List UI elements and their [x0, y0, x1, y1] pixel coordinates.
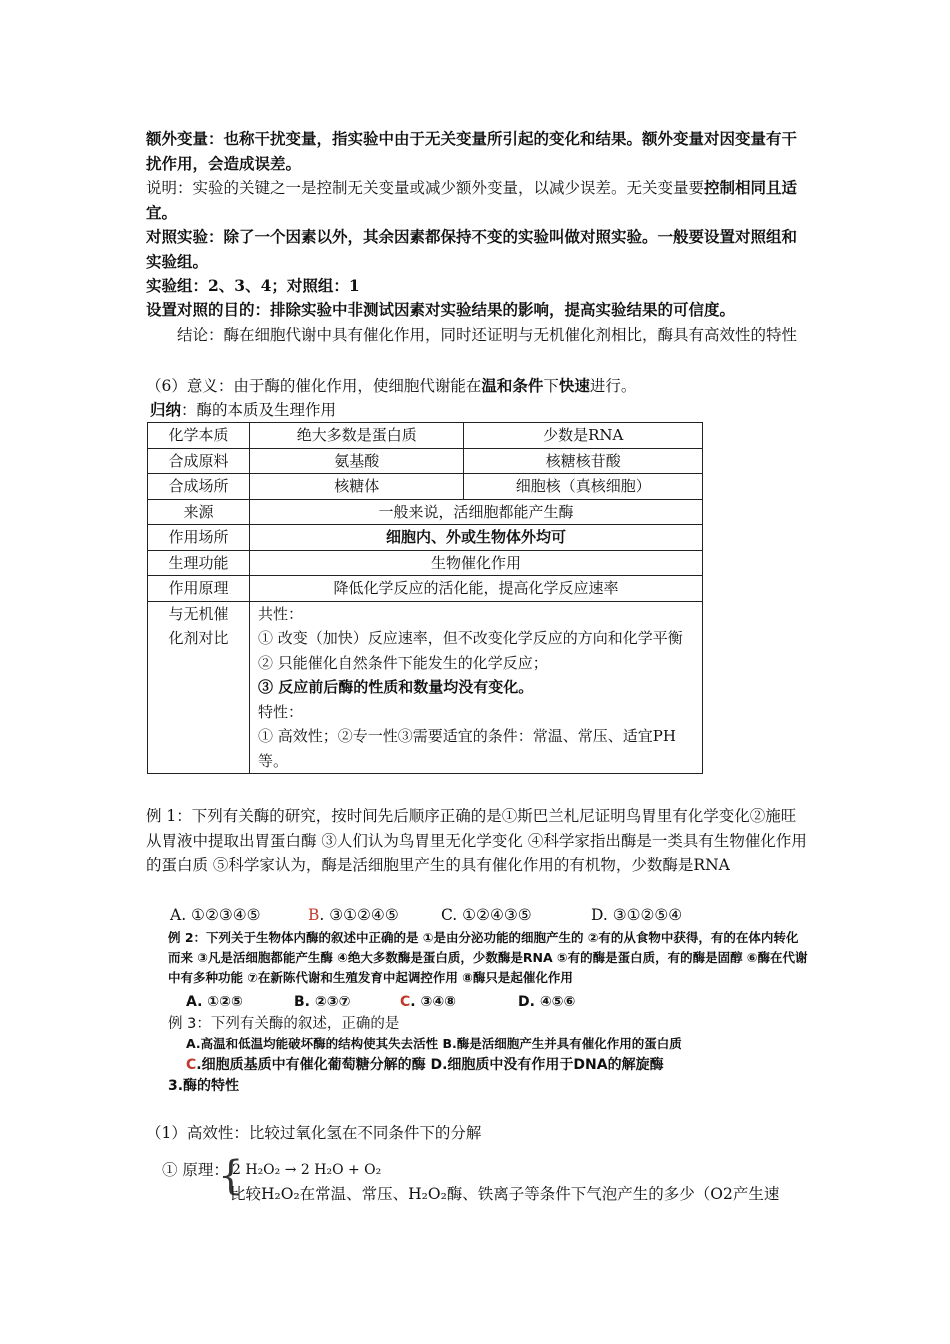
- efficiency-heading: （1）高效性：比较过氧化氢在不同条件下的分解: [146, 1124, 482, 1142]
- comparison-key-line: 与无机催: [168, 604, 229, 623]
- table-cell: 一般来说，活细胞都能产生酶: [250, 499, 703, 525]
- special-item: ① 高效性；②专一性③需要适宜的条件：常温、常压、适宜PH等。: [258, 727, 676, 770]
- control-experiment-paragraph: 对照实验：除了一个因素以外，其余因素都保持不变的实验叫做对照实验。一般要设置对照组和实验组。: [146, 227, 798, 271]
- conclusion-paragraph: 结论：酶在细胞代谢中具有催化作用，同时还证明与无机催化剂相比，酶具有高效性的特性: [177, 326, 798, 344]
- table-cell: 生物催化作用: [250, 550, 703, 576]
- option-b: [308, 903, 441, 928]
- table-row: [148, 448, 703, 474]
- table-cell: 合成原料: [148, 448, 250, 474]
- significance-text: （6）意义：由于酶的催化作用，使细胞代谢能在: [146, 377, 482, 395]
- table-cell: 来源: [148, 499, 250, 525]
- reaction-equation: 2 H₂O₂ → 2 H₂O + O₂: [232, 1162, 382, 1178]
- significance-under: 下: [543, 377, 559, 395]
- significance-mild: 温和条件: [481, 376, 544, 395]
- common-item: ② 只能催化自然条件下能发生的化学反应；: [258, 653, 548, 672]
- example-2-options: [186, 990, 850, 1015]
- table-cell: 作用场所: [148, 525, 250, 551]
- special-heading: 特性：: [258, 702, 304, 721]
- significance-line: [146, 374, 810, 399]
- comparison-cell: [250, 601, 703, 774]
- option-c: [400, 990, 518, 1015]
- significance-end: 进行。: [589, 377, 637, 395]
- table-row: [148, 423, 703, 449]
- table-cell: 绝大多数是蛋白质: [250, 423, 464, 449]
- example-1-options: [170, 903, 834, 928]
- section-enzyme-properties: 3.酶的特性: [168, 1078, 240, 1094]
- option-c-letter: C: [186, 1057, 197, 1073]
- table-row: [148, 525, 703, 551]
- brace-icon: {: [218, 1153, 244, 1199]
- summary-text: ：酶的本质及生理作用: [181, 401, 337, 419]
- table-cell: 细胞核（真核细胞）: [464, 474, 703, 500]
- table-cell: 合成场所: [148, 474, 250, 500]
- option-d: D. ④⑤⑥: [518, 994, 576, 1010]
- table-cell: [148, 601, 250, 774]
- common-item: ③ 反应前后酶的性质和数量均没有变化。: [258, 678, 534, 696]
- example-3: 例 3：下列有关酶的叙述，正确的是: [168, 1016, 400, 1032]
- table-row: [148, 499, 703, 525]
- table-cell: 核糖体: [250, 474, 464, 500]
- explanation-paragraph: [146, 176, 810, 225]
- option-b-letter: B: [308, 906, 320, 924]
- option-d: D. ③①②⑤④: [591, 906, 683, 924]
- example-2: 例 2：下列关于生物体内酶的叙述中正确的是 ①是由分泌功能的细胞产生的 ②有的从食物中获得，有的在体内转化而来 ③凡是活细胞都能产生酶 ④绝大多数酶是蛋白质，少数酶是RNA ⑤有的酶是蛋白质，有的酶是固醇 ⑥酶在代谢中有多种功能 ⑦在新陈代谢和生殖发育中起调控作用 ⑧酶只是起催化作用: [168, 930, 808, 985]
- option-a: A. ①②⑤: [186, 994, 243, 1010]
- table-cell: 生理功能: [148, 550, 250, 576]
- option-cd-text: .细胞质基质中有催化葡萄糖分解的酶 D.细胞质中没有作用于DNA的解旋酶: [196, 1057, 664, 1073]
- summary-label: 归纳: [150, 400, 182, 419]
- example-3-options-ab: A.高温和低温均能破坏酶的结构使其失去活性 B.酶是活细胞产生并具有催化作用的蛋白质: [186, 1036, 682, 1051]
- table-cell: 降低化学反应的活化能，提高化学反应速率: [250, 576, 703, 602]
- explanation-emphasis: 控制相同且适宜。: [146, 178, 798, 222]
- option-b: B. ②③⑦: [294, 994, 351, 1010]
- comparison-line: 比较H₂O₂在常温、常压、H₂O₂酶、铁离子等条件下气泡产生的多少（O2产生速: [230, 1185, 780, 1203]
- option-a: A. ①②③④⑤: [170, 906, 261, 924]
- table-row: [148, 601, 703, 774]
- significance-fast: 快速: [558, 376, 590, 395]
- summary-heading: [150, 398, 814, 423]
- option-c-letter: C: [400, 994, 411, 1010]
- table-cell: 化学本质: [148, 423, 250, 449]
- common-heading: 共性：: [258, 604, 304, 623]
- example-1: 例 1：下列有关酶的研究，按时间先后顺序正确的是①斯巴兰札尼证明鸟胃里有化学变化②施旺从胃液中提取出胃蛋白酶 ③人们认为鸟胃里无化学变化 ④科学家指出酶是一类具有生物催化作用的蛋白质 ⑤科学家认为，酶是活细胞里产生的具有催化作用的有机物，少数酶是RNA: [146, 807, 807, 874]
- option-b-text: . ③①②④⑤: [319, 906, 399, 924]
- enzyme-summary-table: [147, 422, 703, 774]
- table-cell: 细胞内、外或生物体外均可: [250, 525, 703, 551]
- table-cell: 氨基酸: [250, 448, 464, 474]
- table-cell: 少数是RNA: [464, 423, 703, 449]
- groups-line: 实验组：2、3、4；对照组：1: [146, 276, 360, 295]
- principle-label: ① 原理：: [162, 1161, 229, 1179]
- comparison-key-line: 化剂对比: [168, 629, 229, 647]
- option-c-text: . ③④⑧: [410, 994, 457, 1010]
- common-item: ① 改变（加快）反应速率，但不改变化学反应的方向和化学平衡: [258, 629, 683, 647]
- table-cell: 作用原理: [148, 576, 250, 602]
- table-row: [148, 550, 703, 576]
- option-c: C. ①②④③⑤: [441, 906, 532, 924]
- extra-variable-paragraph: 额外变量：也称干扰变量，指实验中由于无关变量所引起的变化和结果。额外变量对因变量有干扰作用，会造成误差。: [146, 129, 798, 173]
- purpose-line: 设置对照的目的：排除实验中非测试因素对实验结果的影响，提高实验结果的可信度。: [146, 300, 736, 319]
- table-row: [148, 576, 703, 602]
- explanation-text: 说明：实验的关键之一是控制无关变量或减少额外变量，以减少误差。无关变量要: [146, 179, 705, 197]
- table-row: [148, 474, 703, 500]
- table-cell: 核糖核苷酸: [464, 448, 703, 474]
